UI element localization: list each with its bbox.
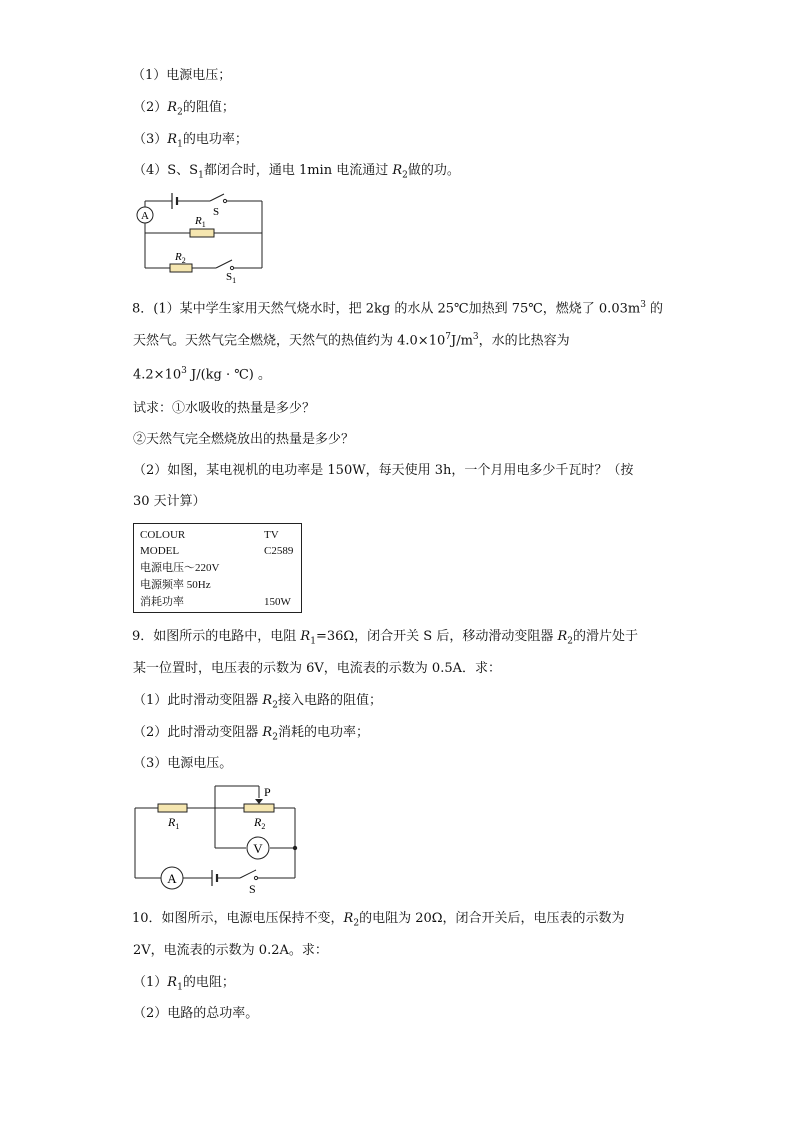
tv-row-frequency: 电源频率 50Hz [140,579,211,591]
resistor-r2-icon [170,264,192,272]
q10-line4: （2）电路的总功率。 [133,1006,259,1021]
switch-s1-label: $S_1$ [226,271,237,285]
q10-line3: $(1)R_1$的电阻； [133,975,235,993]
q7-part1: （1）电源电压； [132,68,232,83]
tv-nameplate [133,523,302,613]
q8-line3: $4.2\times 10^3$ J/(kg · ℃) 。 [133,366,271,383]
q9-line1: 9．如图所示的电路中，电阻 $R_1=36\Omega$，闭合开关 S 后，移动滑动变阻器 $R_2$的滑片处于 [132,629,639,647]
q9-line2: 某一位置时，电压表的示数为 6V，电流表的示数为 0.5A．求： [133,661,501,676]
r1-label: $R_1$ [168,815,180,831]
resistor-r1-icon [190,229,214,237]
q8-line6: （2）如图，某电视机的电功率是 150W，每天使用 3h，一个月用电多少千瓦时？（按 [133,463,634,478]
q7-circuit-diagram [128,188,273,286]
resistor-r1-icon [158,804,187,812]
q8-line4: 试求：①水吸收的热量是多少？ [133,401,316,416]
r2-label: $R_2$ [175,251,186,265]
q7-part2: $(2)R_2$的阻值； [133,100,235,118]
slider-arrow-icon [255,799,263,804]
q7-part3: $(3)R_1$的电功率； [133,132,248,150]
q9-line3: （1）此时滑动变阻器 $R_2$接入电路的阻值； [133,693,382,711]
ammeter-label: A [141,210,149,222]
q8-line5: ②天然气完全燃烧放出的热量是多少？ [133,432,355,447]
tv-row-model: MODEL C2589 [140,545,294,557]
tv-row-power: 消耗功率 150W [140,596,291,608]
q8-line1: 8．(1）某中学生家用天然气烧水时，把 2kg 的水从 25℃加热到 75℃，燃烧了 $0.03m^3$ 的 [132,300,664,317]
q9-line5: （3）电源电压。 [133,756,233,771]
ammeter-label: A [167,871,177,886]
q9-circuit-diagram [128,783,303,898]
q8-line7: 30 天计算） [133,494,206,509]
junction-dot [293,846,297,850]
rheostat-r2-icon [244,804,274,812]
r1-label: $R_1$ [195,215,206,229]
r2-label: $R_2$ [254,815,266,831]
q10-line1: 10．如图所示，电源电压保持不变，$R_2$的电阻为 20Ω，闭合开关后，电压表的示数为 [132,911,625,929]
q7-part4: （4）S、$S_1$都闭合时，通电 1min 电流通过 $R_2$做的功。 [133,163,460,181]
tv-row-colour: COLOUR TV [140,529,279,541]
q9-line4: （2）此时滑动变阻器 $R_2$消耗的电功率； [133,725,369,743]
q10-line2: 2V，电流表的示数为 0.2A。求： [133,943,328,958]
tv-row-voltage: 电源电压～220V [140,562,220,574]
switch-s-label: S [213,206,220,218]
slider-p-label: P [264,785,271,799]
voltmeter-label: V [253,841,263,856]
switch-s-label: S [249,882,256,896]
q8-line2: 天然气。天然气完全燃烧，天然气的热值约为 $4.0\times 10^7J/m^3$，水的比热容为 [133,332,570,349]
